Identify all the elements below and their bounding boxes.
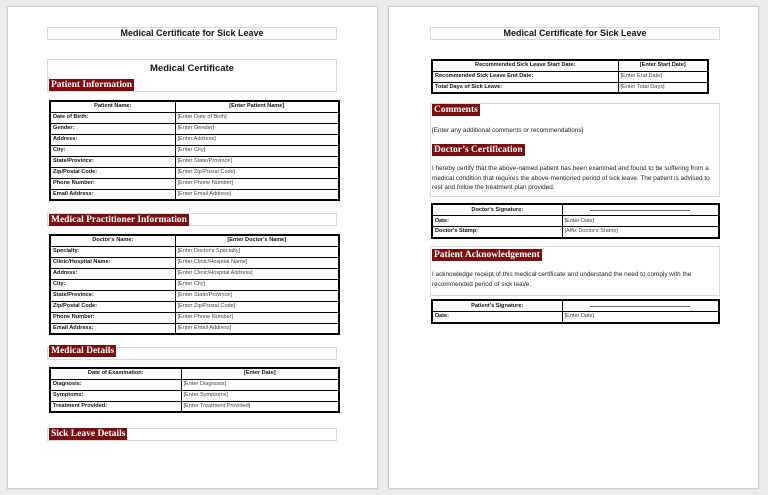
section-doctors-certification: Doctor’s Certification: [434, 145, 523, 155]
table-row: [50, 123, 339, 134]
signature-field[interactable]: [562, 300, 719, 312]
table-row: [50, 279, 339, 290]
certificate-heading: Medical Certificate: [150, 63, 234, 74]
table-header-cell: Recommended Sick Leave Start Date:: [432, 60, 618, 71]
field-label: State/Province:: [50, 156, 175, 167]
section-patient-information: Patient Information: [51, 80, 133, 90]
field-label: Date:: [432, 216, 562, 227]
field-label: City:: [50, 279, 175, 290]
field-value[interactable]: [Enter Phone Number]: [175, 312, 339, 323]
field-value[interactable]: [Enter Symptoms]: [181, 390, 339, 401]
field-value[interactable]: [Enter End Date]: [618, 71, 708, 82]
table-header-row: [432, 60, 708, 71]
field-value[interactable]: [Enter City]: [175, 279, 339, 290]
field-value[interactable]: [Enter Doctor's Specialty]: [175, 246, 339, 257]
certification-text: I hereby certify that the above-named patient has been examined and found to be suffering from a medical condition that requires the above-mentioned period of sick leave. The patient is advised to rest and follow the treatment plan provided.: [432, 165, 710, 191]
section-patient-acknowledgement: Patient Acknowledgement: [434, 250, 540, 260]
field-label: Doctor's Signature:: [432, 204, 562, 216]
table-row: [50, 156, 339, 167]
table-header-cell: Date of Examination:: [50, 368, 181, 379]
document-title: Medical Certificate for Sick Leave: [47, 27, 337, 40]
patient-info-table: [49, 100, 340, 201]
field-label: Recommended Sick Leave End Date:: [432, 71, 618, 82]
field-label: Patient's Signature:: [432, 300, 562, 312]
sick-leave-table: [431, 59, 709, 94]
field-label: Phone Number:: [50, 178, 175, 189]
field-value[interactable]: [Enter Clinic/Hospital Name]: [175, 257, 339, 268]
table-header-row: [50, 235, 339, 246]
field-value[interactable]: [Enter City]: [175, 145, 339, 156]
field-label: Date:: [432, 312, 562, 323]
practitioner-info-table: [49, 234, 340, 335]
field-label: Address:: [50, 134, 175, 145]
field-label: Phone Number:: [50, 312, 175, 323]
field-label: Address:: [50, 268, 175, 279]
field-value[interactable]: [Enter Email Address]: [175, 323, 339, 334]
field-value[interactable]: [Enter Total Days]: [618, 82, 708, 93]
field-label: Symptoms:: [50, 390, 181, 401]
field-value[interactable]: [Enter State/Province]: [175, 156, 339, 167]
table-row: [50, 323, 339, 334]
comments-text[interactable]: [Enter any additional comments or recommendations]: [432, 127, 584, 134]
field-value[interactable]: [Enter Diagnosis]: [181, 379, 339, 390]
signature-field[interactable]: [562, 204, 719, 216]
patient-signature-table: [431, 299, 720, 324]
table-row: [50, 246, 339, 257]
table-row: [50, 167, 339, 178]
field-value[interactable]: [Enter State/Province]: [175, 290, 339, 301]
document-page-2: [388, 6, 759, 489]
table-row: [50, 268, 339, 279]
table-row: [50, 178, 339, 189]
medical-details-table: [49, 367, 340, 413]
table-row: [50, 257, 339, 268]
field-value[interactable]: [Enter Date]: [562, 312, 719, 323]
table-row: [50, 290, 339, 301]
table-row: [50, 312, 339, 323]
table-row: [50, 112, 339, 123]
acknowledgement-text: I acknowledge receipt of this medical certificate and understand the need to comply with the recommended period of sick leave.: [432, 271, 692, 288]
table-row: [432, 312, 719, 323]
table-header-row: [50, 101, 339, 112]
section-medical-details: Medical Details: [51, 346, 115, 356]
field-label: Zip/Postal Code:: [50, 167, 175, 178]
table-row: [50, 301, 339, 312]
table-row: [50, 401, 339, 412]
table-row: [432, 216, 719, 227]
table-row: [50, 134, 339, 145]
field-label: Doctor's Stamp:: [432, 227, 562, 238]
field-label: State/Province:: [50, 290, 175, 301]
document-title: Medical Certificate for Sick Leave: [430, 27, 720, 40]
field-label: Total Days of Sick Leave:: [432, 82, 618, 93]
table-header-row: [50, 368, 339, 379]
field-value[interactable]: [Enter Clinic/Hospital Address]: [175, 268, 339, 279]
table-header-cell: Patient Name:: [50, 101, 175, 112]
field-label: Email Address:: [50, 189, 175, 200]
table-header-cell[interactable]: [Enter Doctor's Name]: [175, 235, 339, 246]
field-value[interactable]: [Enter Address]: [175, 134, 339, 145]
section-comments: Comments: [434, 105, 478, 115]
field-label: Specialty:: [50, 246, 175, 257]
field-label: Clinic/Hospital Name:: [50, 257, 175, 268]
document-page-1: [7, 6, 378, 489]
section-sick-leave-details: Sick Leave Details: [51, 429, 126, 439]
field-label: City:: [50, 145, 175, 156]
table-row: [432, 300, 719, 312]
doctor-signature-table: [431, 203, 720, 239]
field-value[interactable]: [Enter Phone Number]: [175, 178, 339, 189]
table-row: [432, 82, 708, 93]
table-row: [50, 145, 339, 156]
table-header-cell[interactable]: [Enter Patient Name]: [175, 101, 339, 112]
table-row: [50, 379, 339, 390]
field-label: Email Address:: [50, 323, 175, 334]
table-header-cell: Doctor's Name:: [50, 235, 175, 246]
section-practitioner-information: Medical Practitioner Information: [51, 215, 187, 225]
signature-line: [590, 301, 690, 307]
table-row: [432, 227, 719, 238]
field-label: Zip/Postal Code:: [50, 301, 175, 312]
field-label: Treatment Provided:: [50, 401, 181, 412]
signature-line: [590, 205, 690, 211]
field-value[interactable]: [Enter Email Address]: [175, 189, 339, 200]
table-row: [50, 189, 339, 200]
table-header-cell[interactable]: [Enter Start Date]: [618, 60, 708, 71]
field-value[interactable]: [Enter Date of Birth]: [175, 112, 339, 123]
field-value[interactable]: [Enter Zip/Postal Code]: [175, 167, 339, 178]
field-label: Diagnosis:: [50, 379, 181, 390]
field-label: Gender:: [50, 123, 175, 134]
field-value[interactable]: [Enter Date]: [562, 216, 719, 227]
table-header-cell[interactable]: [Enter Date]: [181, 368, 339, 379]
field-label: Date of Birth:: [50, 112, 175, 123]
table-row: [432, 204, 719, 216]
table-row: [50, 390, 339, 401]
table-row: [432, 71, 708, 82]
field-value[interactable]: [Enter Treatment Provided]: [181, 401, 339, 412]
field-value[interactable]: [Enter Zip/Postal Code]: [175, 301, 339, 312]
field-value[interactable]: [Affix Doctor's Stamp]: [562, 227, 719, 238]
field-value[interactable]: [Enter Gender]: [175, 123, 339, 134]
